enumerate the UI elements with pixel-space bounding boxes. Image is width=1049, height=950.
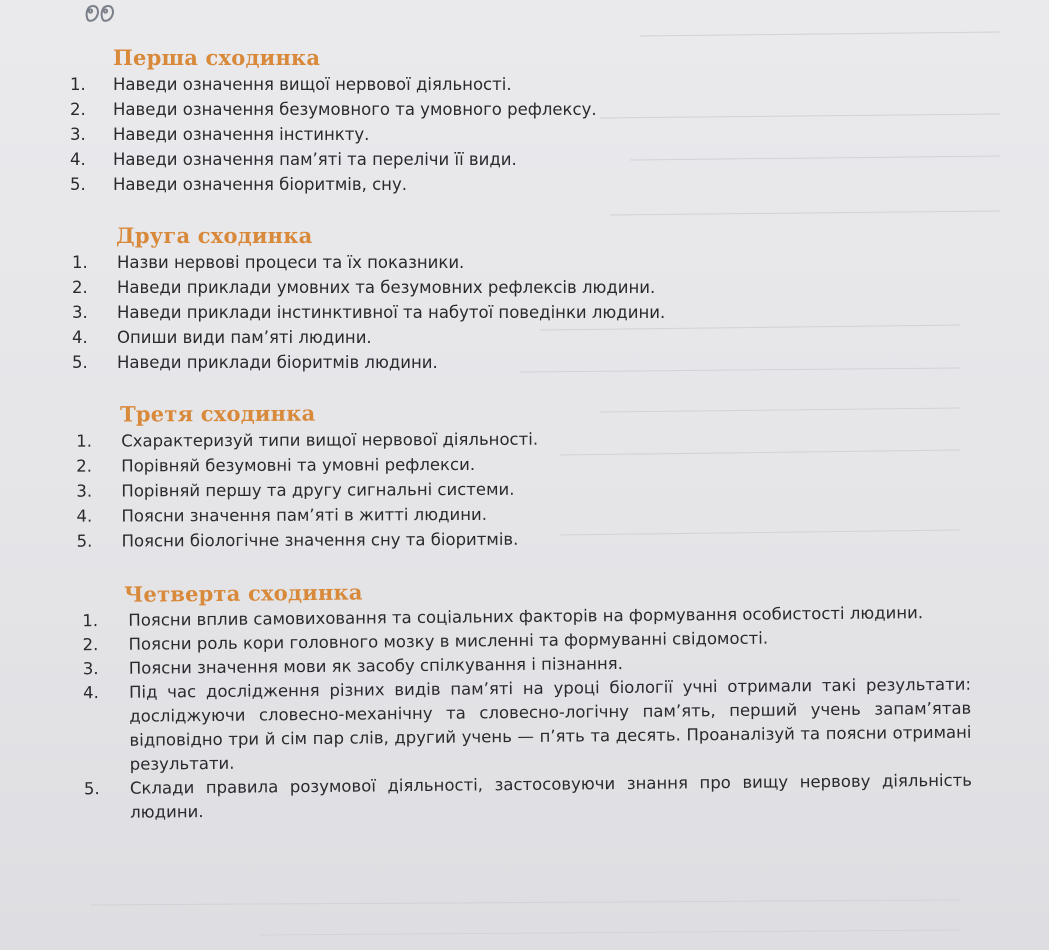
task-text: Поясни значення мови як засобу спілкування і пізнання.: [128, 654, 623, 678]
task-text: Наведи приклади інстинктивної та набутої поведінки людини.: [117, 303, 666, 322]
task-text: Поясни значення пам’яті в житті людини.: [121, 504, 488, 526]
task-number: 4.: [82, 683, 99, 703]
task-text: Поясни роль кори головного мозку в мисленні та формуванні свідомості.: [128, 628, 769, 654]
task-number: 1.: [76, 431, 92, 451]
task-number: 5.: [83, 779, 100, 799]
section-fourth-step: [0, 574, 1049, 826]
task-item: [0, 72, 1049, 97]
task-number: 2.: [82, 635, 99, 655]
task-item: [0, 350, 1049, 375]
task-item: [0, 250, 1049, 275]
task-text: Наведи означення біоритмів, сну.: [113, 175, 407, 194]
task-text: Склади правила розумової діяльності, застосовуючи знання про вищу нервову діяльність людини.: [129, 770, 973, 822]
task-number: 2.: [76, 456, 93, 476]
task-number: 3.: [72, 303, 88, 322]
task-item: [1, 672, 1049, 778]
task-item: [0, 97, 1049, 122]
task-number: 5.: [70, 175, 86, 194]
task-number: 4.: [76, 506, 93, 526]
task-number: 1.: [70, 75, 86, 94]
section-second-step: [0, 224, 1049, 375]
task-text: Схарактеризуй типи вищої нервової діяльності.: [121, 429, 539, 451]
task-item: [1, 524, 1049, 554]
task-text: Наведи означення пам’яті та перелічи її види.: [113, 150, 517, 169]
section-third-step: [0, 398, 1049, 554]
task-item: [0, 147, 1049, 172]
task-text: Поясни вплив самовиховання та соціальних факторів на формування особистості людини.: [128, 603, 924, 630]
task-item: [0, 172, 1049, 197]
task-text: Назви нервові процеси та їх показники.: [117, 253, 465, 272]
task-text: Наведи означення вищої нервової діяльності.: [113, 75, 512, 94]
task-number: 1.: [72, 253, 88, 272]
section-title: Третя сходинка: [119, 400, 316, 427]
task-list: [0, 250, 1049, 375]
task-number: 2.: [70, 100, 86, 119]
task-item: [0, 122, 1049, 147]
section-title: Перша сходинка: [113, 45, 321, 70]
task-number: 5.: [72, 353, 88, 372]
task-item: [0, 325, 1049, 350]
task-text: Наведи приклади умовних та безумовних рефлексів людини.: [117, 278, 656, 297]
task-text: Наведи означення інстинкту.: [113, 125, 370, 144]
task-text: Наведи означення безумовного та умовного рефлексу.: [113, 100, 597, 119]
task-number: 3.: [82, 659, 99, 679]
section-title: Четверта сходинка: [123, 579, 363, 607]
task-number: 1.: [82, 611, 99, 631]
section-first-step: [0, 46, 1049, 197]
task-number: 2.: [72, 278, 88, 297]
task-number: 3.: [76, 481, 93, 501]
task-text: Під час дослідження різних видів пам’яті на уроці біології учні отримали такі результати: досліджуючи словесно-механічну та словесно-логічну пам’ять, перший учень запам’ятав відповідно три й сім пар слів, другий учень — п’ять та десять. Проаналізуй та поясни отримані результати.: [128, 674, 972, 774]
section-title: Друга сходинка: [116, 223, 313, 248]
task-number: 4.: [70, 150, 86, 169]
task-text: Поясни біологічне значення сну та біоритмів.: [121, 529, 519, 551]
task-number: 5.: [76, 531, 93, 551]
task-item: [2, 768, 1049, 826]
task-text: Порівняй безумовні та умовні рефлекси.: [121, 454, 476, 476]
task-number: 3.: [70, 125, 86, 144]
task-text: Наведи приклади біоритмів людини.: [117, 353, 438, 372]
footprints-icon: [82, 2, 124, 24]
task-list: [0, 600, 1049, 826]
task-number: 4.: [72, 328, 88, 347]
task-item: [0, 275, 1049, 300]
task-list: [0, 424, 1049, 554]
task-item: [0, 300, 1049, 325]
task-text: Опиши види пам’яті людини.: [117, 328, 372, 347]
task-list: [0, 72, 1049, 197]
task-text: Порівняй першу та другу сигнальні системи.: [121, 479, 515, 501]
